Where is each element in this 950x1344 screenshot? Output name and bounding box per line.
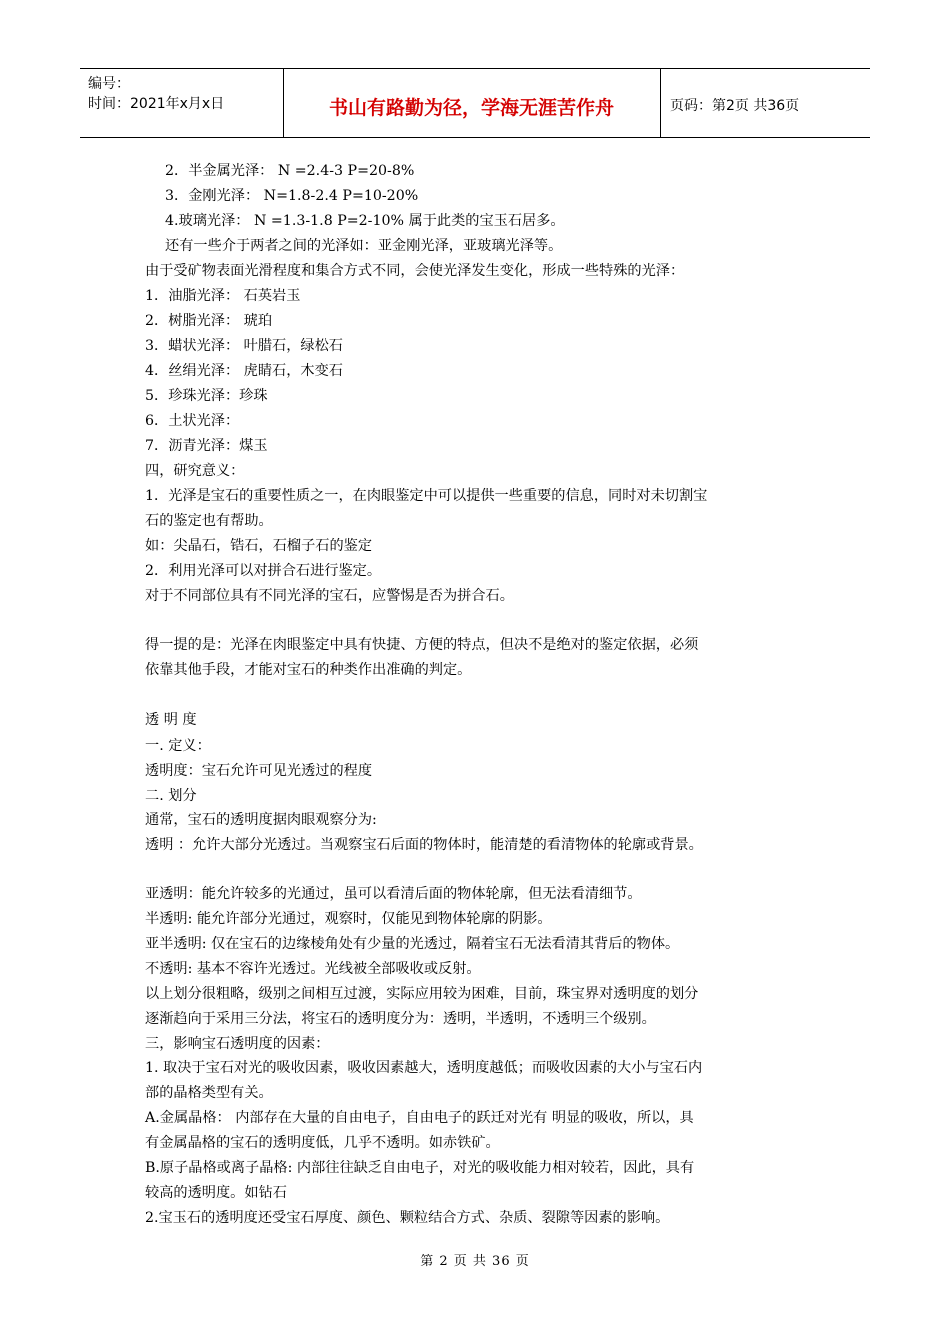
text-line: 依靠其他手段，才能对宝石的种类作出准确的判定。 bbox=[145, 662, 472, 678]
text-line: 2．半金属光泽： N =2.4-3 P=20-8% bbox=[165, 163, 415, 179]
text-line: A.金属晶格： 内部存在大量的自由电子，自由电子的跃迁对光有 明显的吸收，所以，具 bbox=[145, 1110, 694, 1126]
header-motto-cell bbox=[283, 69, 661, 137]
text-line: B.原子晶格或离子晶格: 内部往往缺乏自由电子，对光的吸收能力相对较若，因此，具有 bbox=[145, 1160, 695, 1176]
text-line: 较高的透明度。如钻石 bbox=[145, 1185, 287, 1201]
text-line: 6．土状光泽： bbox=[145, 413, 240, 429]
text-line: 三，影响宝石透明度的因素： bbox=[145, 1036, 330, 1052]
text-line: 亚半透明: 仅在宝石的边缘棱角处有少量的光透过，隔着宝石无法看清其背后的物体。 bbox=[145, 936, 680, 952]
document-header bbox=[80, 68, 870, 138]
text-line: 不透明: 基本不容许光透过。光线被全部吸收或反射。 bbox=[145, 961, 481, 977]
text-line: 一. 定义： bbox=[145, 738, 211, 754]
text-line: 透 明 度 bbox=[145, 712, 197, 728]
header-motto: 书山有路勤为径，学海无涯苦作舟 bbox=[328, 97, 614, 119]
text-line: 4.玻璃光泽： N =1.3-1.8 P=2-10% 属于此类的宝玉石居多。 bbox=[165, 213, 565, 229]
text-line: 对于不同部位具有不同光泽的宝石，应警惕是否为拼合石。 bbox=[145, 588, 514, 604]
text-line: 3．蜡状光泽： 叶腊石，绿松石 bbox=[145, 338, 343, 354]
text-line: 2.宝玉石的透明度还受宝石厚度、颜色、颗粒结合方式、杂质、裂隙等因素的影响。 bbox=[145, 1210, 670, 1226]
date-label: 时间：2021年x月x日 bbox=[88, 96, 225, 112]
text-line: 由于受矿物表面光滑程度和集合方式不同，会使光泽发生变化，形成一些特殊的光泽： bbox=[145, 263, 685, 279]
text-line: 3．金刚光泽： N=1.8-2.4 P=10-20% bbox=[165, 188, 419, 204]
text-line: 1．光泽是宝石的重要性质之一，在肉眼鉴定中可以提供一些重要的信息，同时对未切割宝 bbox=[145, 488, 708, 504]
header-page-cell bbox=[660, 69, 870, 137]
text-line: 透明 ：允许大部分光透过。当观察宝石后面的物体时，能清楚的看清物体的轮廓或背景。 bbox=[145, 837, 703, 853]
text-line: 二. 划分 bbox=[145, 788, 197, 804]
text-line: 部的晶格类型有关。 bbox=[145, 1085, 273, 1101]
text-line: 四，研究意义： bbox=[145, 463, 245, 479]
header-page-info: 页码：第2页 共36页 bbox=[670, 98, 800, 114]
text-line: 亚透明：能允许较多的光通过，虽可以看清后面的物体轮廓，但无法看清细节。 bbox=[145, 886, 642, 902]
text-line: 石的鉴定也有帮助。 bbox=[145, 513, 273, 529]
text-line: 得一提的是：光泽在肉眼鉴定中具有快捷、方便的特点，但决不是绝对的鉴定依据，必须 bbox=[145, 637, 699, 653]
header-meta-cell bbox=[80, 69, 284, 137]
text-line: 2．树脂光泽： 琥珀 bbox=[145, 313, 273, 329]
text-line: 通常，宝石的透明度据肉眼观察分为: bbox=[145, 812, 377, 828]
text-line: 1. 取决于宝石对光的吸收因素，吸收因素越大，透明度越低；而吸收因素的大小与宝石内 bbox=[145, 1060, 703, 1076]
text-line: 5．珍珠光泽：珍珠 bbox=[145, 388, 268, 404]
text-line: 1．油脂光泽： 石英岩玉 bbox=[145, 288, 301, 304]
text-line: 还有一些介于两者之间的光泽如：亚金刚光泽，亚玻璃光泽等。 bbox=[165, 238, 563, 254]
text-line: 以上划分很粗略，级别之间相互过渡，实际应用较为困难，目前，珠宝界对透明度的划分 bbox=[145, 986, 699, 1002]
text-line: 透明度：宝石允许可见光透过的程度 bbox=[145, 763, 373, 779]
text-line: 半透明: 能允许部分光通过，观察时，仅能见到物体轮廓的阴影。 bbox=[145, 911, 552, 927]
page-footer: 第 2 页 共 36 页 bbox=[420, 1254, 530, 1269]
text-line: 有金属晶格的宝石的透明度低，几乎不透明。如赤铁矿。 bbox=[145, 1135, 500, 1151]
serial-label: 编号： bbox=[88, 76, 130, 92]
text-line: 7．沥青光泽：煤玉 bbox=[145, 438, 268, 454]
text-line: 如：尖晶石，锆石，石榴子石的鉴定 bbox=[145, 538, 373, 554]
text-line: 逐渐趋向于采用三分法，将宝石的透明度分为：透明，半透明，不透明三个级别。 bbox=[145, 1011, 656, 1027]
text-line: 4．丝绢光泽： 虎睛石，木变石 bbox=[145, 363, 343, 379]
text-line: 2．利用光泽可以对拼合石进行鉴定。 bbox=[145, 563, 382, 579]
